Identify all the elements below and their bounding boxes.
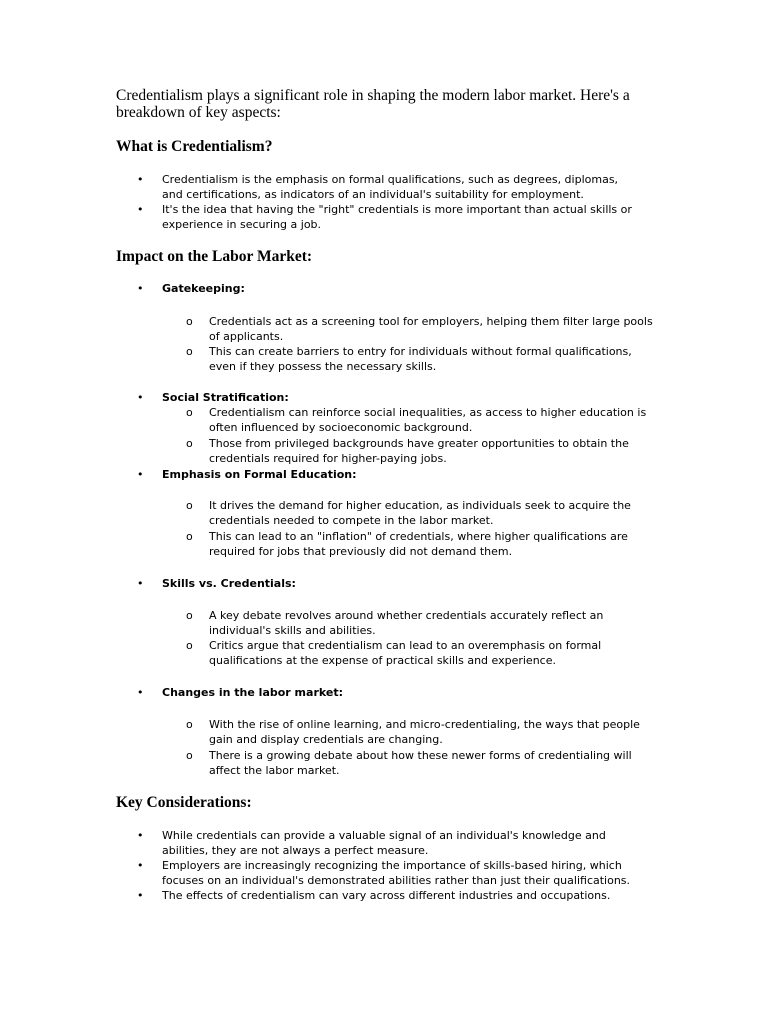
sub-bullet-marker: o	[186, 499, 193, 512]
bullet-label: Skills vs. Credentials:	[162, 577, 296, 590]
bullet-marker: •	[137, 282, 144, 295]
bullet-label: Gatekeeping:	[162, 282, 245, 295]
sub-bullet-marker: o	[186, 315, 193, 328]
bullet-text: It's the idea that having the "right" credentials is more important than actual skills or experience in securing a job.	[162, 203, 632, 231]
bullet-marker: •	[137, 889, 144, 902]
sub-bullet-marker: o	[186, 345, 193, 358]
sub-bullet-text: This can create barriers to entry for individuals without formal qualifications, even if they possess the necessary skills.	[209, 345, 632, 373]
bullet-text: Employers are increasingly recognizing the importance of skills-based hiring, which focuses on an individual's demonstrated abilities rather than just their qualifications.	[162, 859, 631, 887]
heading-impact-on-labor-market: Impact on the Labor Market:	[116, 248, 313, 265]
bullet-marker: •	[137, 173, 144, 186]
sub-bullet-marker: o	[186, 718, 193, 731]
sub-bullet-text: Credentialism can reinforce social inequalities, as access to higher education is often influenced by socioeconomic background.	[209, 406, 647, 434]
bullet-text: While credentials can provide a valuable signal of an individual's knowledge and abilities, they are not always a perfect measure.	[162, 829, 606, 857]
sub-bullet-marker: o	[186, 530, 193, 543]
heading-key-considerations: Key Considerations:	[116, 794, 252, 811]
sub-bullet-text: With the rise of online learning, and micro-credentialing, the ways that people gain and display credentials are changing.	[209, 718, 640, 746]
bullet-text: Credentialism is the emphasis on formal qualifications, such as degrees, diplomas, and certifications, as indicators of an individual's suitability for employment.	[162, 173, 619, 201]
sub-bullet-text: Credentials act as a screening tool for employers, helping them filter large pools of applicants.	[209, 315, 653, 343]
sub-bullet-marker: o	[186, 749, 193, 762]
sub-bullet-text: There is a growing debate about how these newer forms of credentialing will affect the labor market.	[209, 749, 632, 777]
bullet-marker: •	[137, 391, 144, 404]
heading-what-is-credentialism: What is Credentialism?	[116, 138, 273, 155]
bullet-label: Changes in the labor market:	[162, 686, 344, 699]
intro-paragraph: Credentialism plays a significant role in shaping the modern labor market. Here's a breakdown of key aspects:	[116, 87, 630, 121]
bullet-marker: •	[137, 468, 144, 481]
sub-bullet-marker: o	[186, 609, 193, 622]
sub-bullet-text: Critics argue that credentialism can lead to an overemphasis on formal qualifications at the expense of practical skills and experience.	[209, 639, 602, 667]
sub-bullet-marker: o	[186, 437, 193, 450]
bullet-label: Social Stratification:	[162, 391, 289, 404]
bullet-text: The effects of credentialism can vary across different industries and occupations.	[162, 889, 611, 902]
bullet-marker: •	[137, 577, 144, 590]
sub-bullet-text: A key debate revolves around whether credentials accurately reflect an individual's skills and abilities.	[209, 609, 604, 637]
sub-bullet-marker: o	[186, 406, 193, 419]
bullet-label: Emphasis on Formal Education:	[162, 468, 357, 481]
bullet-marker: •	[137, 686, 144, 699]
sub-bullet-text: It drives the demand for higher education, as individuals seek to acquire the credentials needed to compete in the labor market.	[209, 499, 631, 527]
bullet-marker: •	[137, 859, 144, 872]
sub-bullet-text: Those from privileged backgrounds have greater opportunities to obtain the credentials required for higher-paying jobs.	[209, 437, 629, 465]
sub-bullet-text: This can lead to an "inflation" of credentials, where higher qualifications are required for jobs that previously did not demand them.	[209, 530, 628, 558]
bullet-marker: •	[137, 829, 144, 842]
sub-bullet-marker: o	[186, 639, 193, 652]
bullet-marker: •	[137, 203, 144, 216]
